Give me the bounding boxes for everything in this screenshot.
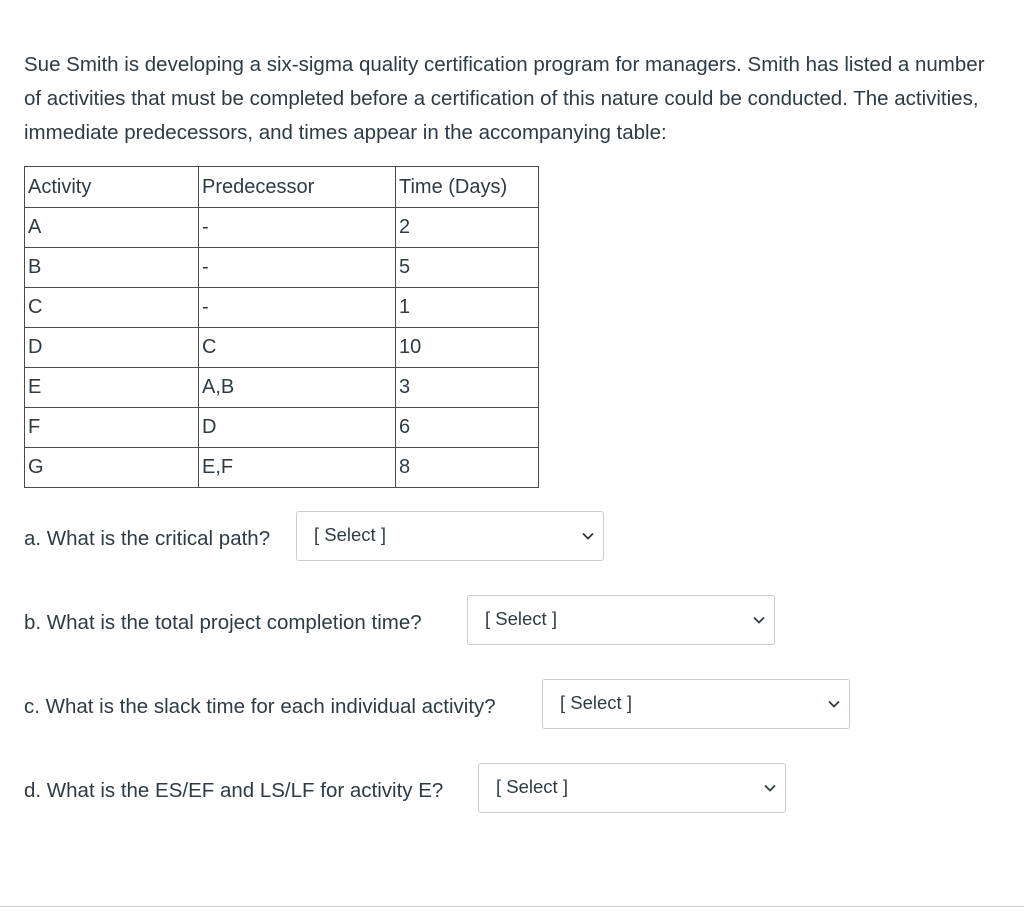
cell-time: 2 <box>396 208 539 248</box>
chevron-down-icon <box>581 529 595 543</box>
cell-activity: B <box>25 248 199 288</box>
table-row <box>25 408 539 448</box>
header-predecessor: Predecessor <box>199 167 396 208</box>
table-row <box>25 208 539 248</box>
cell-predecessor: - <box>199 288 396 328</box>
critical-path-select[interactable] <box>296 511 604 561</box>
select-value: [ Select ] <box>560 692 632 713</box>
question-d-label: d. What is the ES/EF and LS/LF for activity E? <box>24 779 444 802</box>
table-header-row <box>25 167 539 208</box>
cell-predecessor: D <box>199 408 396 448</box>
cell-predecessor: - <box>199 248 396 288</box>
cell-activity: E <box>25 368 199 408</box>
table-row <box>25 288 539 328</box>
table-row <box>25 328 539 368</box>
cell-time: 8 <box>396 448 539 488</box>
question-b-label: b. What is the total project completion time? <box>24 611 422 634</box>
table-row <box>25 248 539 288</box>
cell-activity: F <box>25 408 199 448</box>
cell-predecessor: C <box>199 328 396 368</box>
cell-predecessor: - <box>199 208 396 248</box>
cell-activity: C <box>25 288 199 328</box>
cell-predecessor: A,B <box>199 368 396 408</box>
question-intro-text: Sue Smith is developing a six-sigma quality certification program for managers. Smith has listed a number of activities that must be completed before a certification of this nature could be conducted. The activities, immediate predecessors, and times appear in the accompanying table: <box>24 53 985 144</box>
cell-time: 6 <box>396 408 539 448</box>
cell-activity: G <box>25 448 199 488</box>
select-value: [ Select ] <box>314 524 386 545</box>
es-ef-ls-lf-select[interactable] <box>478 763 786 813</box>
table-row <box>25 448 539 488</box>
select-value: [ Select ] <box>485 608 557 629</box>
cell-time: 3 <box>396 368 539 408</box>
header-time: Time (Days) <box>396 167 539 208</box>
table-row <box>25 368 539 408</box>
question-c-label: c. What is the slack time for each individual activity? <box>24 695 496 718</box>
activity-table <box>24 166 539 488</box>
select-value: [ Select ] <box>496 776 568 797</box>
cell-time: 1 <box>396 288 539 328</box>
question-a-label: a. What is the critical path? <box>24 527 271 550</box>
cell-activity: A <box>25 208 199 248</box>
header-activity: Activity <box>25 167 199 208</box>
cell-time: 5 <box>396 248 539 288</box>
bottom-divider <box>0 906 1024 907</box>
cell-time: 10 <box>396 328 539 368</box>
chevron-down-icon <box>752 613 766 627</box>
completion-time-select[interactable] <box>467 595 775 645</box>
cell-activity: D <box>25 328 199 368</box>
chevron-down-icon <box>763 781 777 795</box>
slack-time-select[interactable] <box>542 679 850 729</box>
cell-predecessor: E,F <box>199 448 396 488</box>
chevron-down-icon <box>827 697 841 711</box>
